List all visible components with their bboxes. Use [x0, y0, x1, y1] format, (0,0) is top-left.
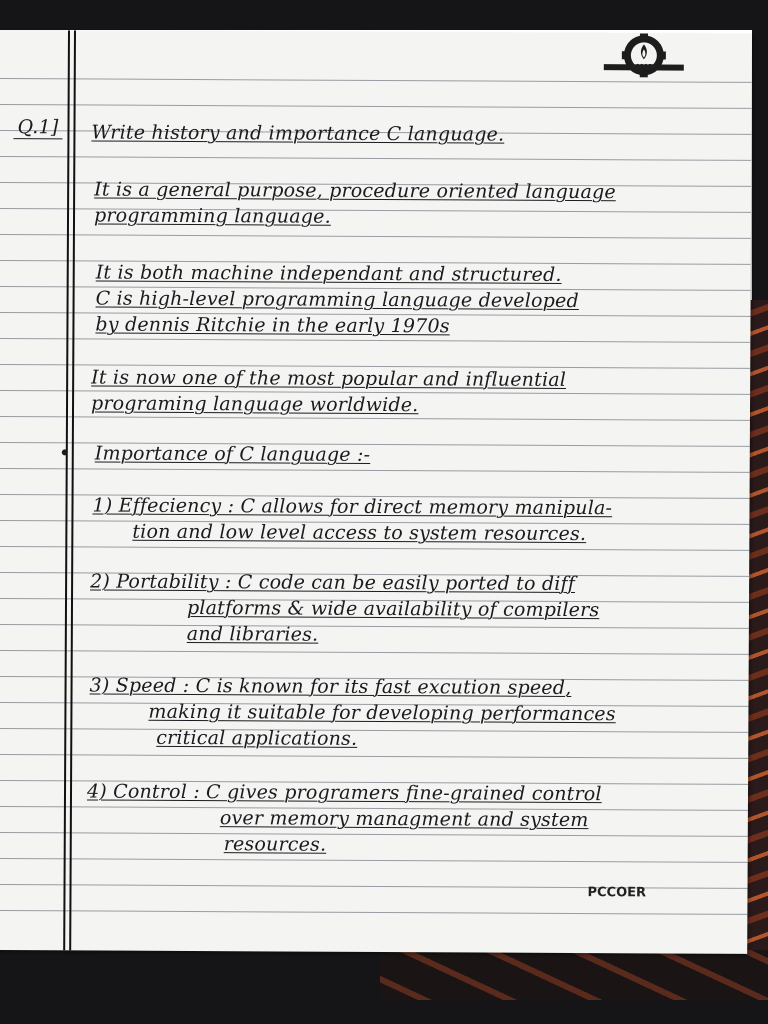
ruled-line: [0, 104, 752, 109]
importance-heading: Importance of C language :-: [94, 442, 371, 466]
flame-emblem-icon: [596, 33, 692, 78]
ruled-line: [0, 832, 748, 837]
importance-point-line: 2) Portability : C code can be easily ported to diff: [90, 570, 576, 596]
notebook-page: [0, 30, 752, 954]
college-logo: [596, 33, 692, 90]
importance-point-line: tion and low level access to system resources.: [132, 520, 587, 546]
history-line: C is high-level programming language developed: [95, 287, 579, 313]
ruled-line: [0, 910, 747, 915]
history-line: It is now one of the most popular and influential: [91, 366, 567, 391]
importance-point-line: and libraries.: [186, 622, 319, 646]
fabric-bottom: [380, 950, 768, 1000]
history-line: programing language worldwide.: [90, 392, 419, 417]
ruled-line: [0, 546, 749, 551]
importance-point-line: 3) Speed : C is known for its fast excution speed,: [89, 674, 572, 700]
importance-point-line: over memory managment and system: [219, 807, 589, 832]
importance-point-line: platforms & wide availability of compilers: [186, 596, 600, 622]
ruled-line: [0, 858, 748, 863]
question-title: Write history and importance C language.: [91, 121, 505, 146]
footer-label: PCCOER: [587, 885, 647, 901]
ruled-line: [0, 416, 750, 421]
importance-point-line: resources.: [223, 833, 327, 856]
history-line: It is both machine independant and structured.: [95, 261, 562, 286]
ruled-line: [0, 338, 750, 343]
ruled-line: [0, 156, 751, 161]
history-line: programming language.: [93, 204, 331, 228]
history-line: by dennis Ritchie in the early 1970s: [95, 313, 450, 338]
importance-point-line: 1) Effeciency : C allows for direct memory manipula-: [92, 494, 613, 520]
logo-name: PCCOER: [631, 63, 657, 71]
ruled-line: [0, 754, 748, 759]
margin-line: [63, 30, 69, 950]
margin-line-inner: [69, 30, 75, 950]
ruled-line: [0, 728, 748, 733]
ruled-line: [0, 468, 750, 473]
ruled-line: [0, 650, 749, 655]
question-number: Q.1]: [13, 116, 62, 139]
ruled-line: [0, 234, 751, 239]
importance-point-line: 4) Control : C gives programers fine-grained control: [86, 780, 602, 806]
ruled-line: [0, 624, 749, 629]
background-top: [0, 0, 768, 30]
history-line: It is a general purpose, procedure oriented language: [94, 178, 616, 204]
importance-point-line: critical applications.: [156, 726, 358, 750]
bullet-dot: [62, 449, 68, 455]
importance-point-line: making it suitable for developing performances: [148, 700, 616, 726]
